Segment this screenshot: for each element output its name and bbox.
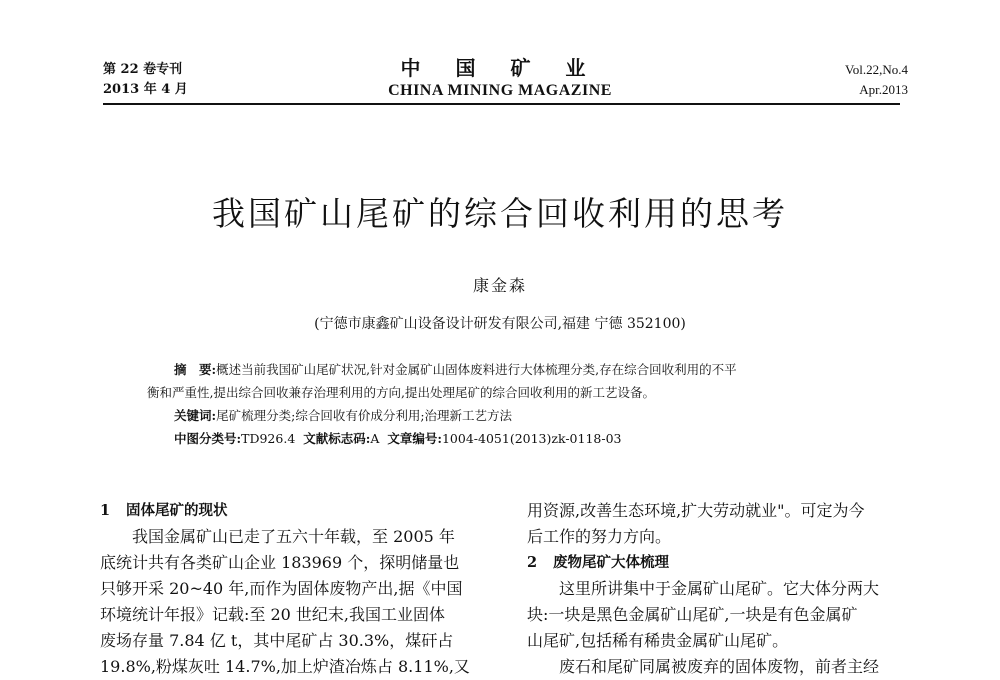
body-line: 废场存量 7.84 亿 t，其中尾矿占 30.3%，煤矸占 (100, 631, 454, 650)
article-id-value: 1004-4051(2013)zk-0118-03 (441, 431, 622, 446)
body-line: 19.8%,粉煤灰吐 14.7%,加上炉渣冶炼占 8.11%,又 (100, 657, 470, 676)
article-id-label: 文章编号: (387, 431, 442, 446)
abstract (147, 358, 867, 450)
volume-info (845, 60, 908, 100)
section-1-heading (100, 498, 492, 524)
clc-value: TD926.4 (241, 431, 296, 446)
body-line: 块:一块是黑色金属矿山尾矿,一块是有色金属矿 (527, 605, 858, 624)
classification-line (147, 427, 867, 450)
keywords-text: 尾矿梳理分类;综合回收有价成分利用;治理新工艺方法 (216, 408, 513, 423)
journal-name-cn: 中 国 矿 业 (400, 56, 600, 80)
body-column-right (527, 498, 915, 680)
section-1-title: 固体尾矿的现状 (126, 502, 228, 519)
keywords-line (147, 404, 867, 427)
article-title: 我国矿山尾矿的综合回收利用的思考 (212, 194, 788, 233)
section-2-heading (527, 550, 915, 576)
body-line: 我国金属矿山已走了五六十年载，至 2005 年 (132, 527, 455, 546)
clc-label: 中图分类号: (174, 431, 242, 446)
author-affiliation: (宁德市康鑫矿山设备设计研发有限公司,福建 宁德 352100) (314, 316, 686, 332)
volume-number: Vol.22,No.4 (845, 62, 908, 77)
abstract-label: 摘 要: (174, 362, 217, 377)
journal-name-en: CHINA MINING MAGAZINE (388, 82, 612, 99)
issue-date: 2013 年 4 月 (103, 82, 188, 97)
body-line: 环境统计年报》记载:至 20 世纪末,我国工业固体 (100, 605, 446, 624)
section-1-number: 1 (100, 502, 111, 519)
abstract-text-2: 衡和严重性,提出综合回收兼存治理利用的方向,提出处理尾矿的综合回收利用的新工艺设备。 (147, 385, 655, 400)
abstract-text-1: 概述当前我国矿山尾矿状况,针对金属矿山固体废料进行大体梳理分类,存在综合回收利用的不平 (216, 362, 737, 377)
doc-code-value: A (370, 431, 380, 446)
body-line: 山尾矿,包括稀有稀贵金属矿山尾矿。 (527, 631, 789, 650)
header-rule (103, 103, 900, 105)
abstract-line-2 (147, 381, 867, 404)
section-2-number: 2 (527, 554, 538, 571)
issue-volume: 第 22 卷专刊 (103, 62, 183, 77)
doc-code-label: 文献标志码: (303, 431, 371, 446)
article-author: 康金森 (472, 276, 527, 295)
body-line: 后工作的努力方向。 (527, 527, 672, 546)
body-line: 这里所讲集中于金属矿山尾矿。它大体分两大 (559, 579, 880, 598)
keywords-label: 关键词: (174, 408, 217, 423)
volume-date: Apr.2013 (859, 82, 908, 97)
body-line: 废石和尾矿同属被废弃的固体废物，前者主经 (559, 657, 880, 676)
body-line: 底统计共有各类矿山企业 183969 个，探明储量也 (100, 553, 460, 572)
abstract-line-1 (147, 358, 867, 381)
body-line: 只够开采 20~40 年,而作为固体废物产出,据《中国 (100, 579, 463, 598)
body-column-left (100, 498, 492, 680)
section-2-title: 废物尾矿大体梳理 (553, 554, 669, 571)
body-line: 用资源,改善生态环境,扩大劳动就业"。可定为今 (527, 501, 865, 520)
